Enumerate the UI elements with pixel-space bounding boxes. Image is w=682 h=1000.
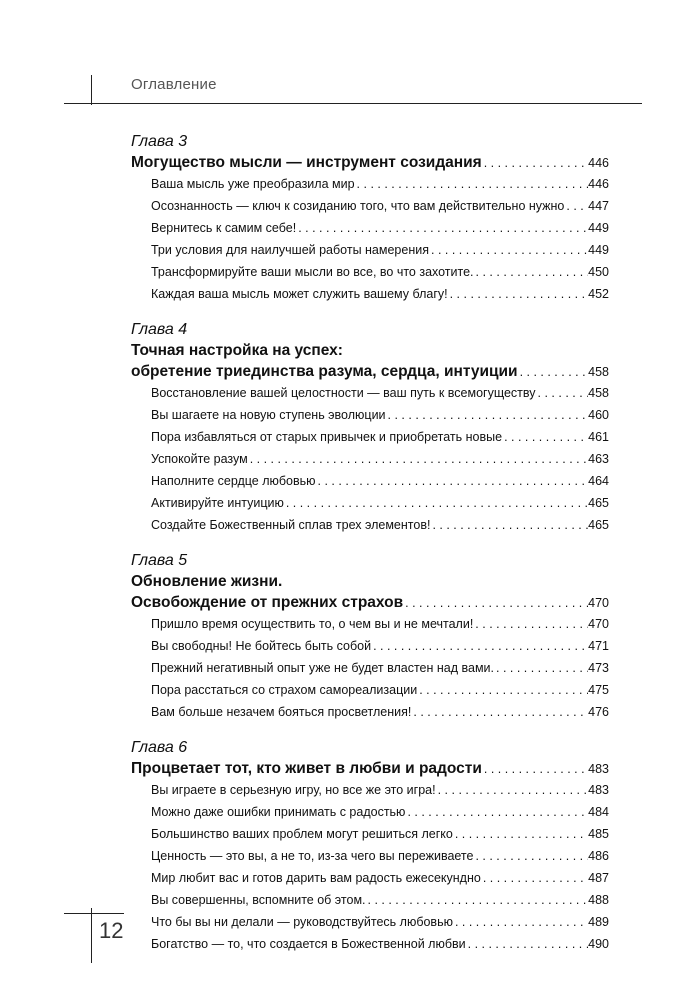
section-title: Ценность — это вы, а не то, из-за чего вы переживаете	[151, 849, 474, 863]
section-toc-entry[interactable]	[151, 613, 609, 635]
header-horizontal-rule	[64, 103, 642, 104]
dot-leader	[417, 679, 588, 701]
section-title: Можно даже ошибки принимать с радостью	[151, 805, 406, 819]
dot-leader	[411, 701, 588, 723]
chapter-toc-entry[interactable]	[131, 152, 609, 173]
table-of-contents	[131, 131, 609, 969]
chapter-label: Глава 5	[131, 552, 188, 569]
section-page-number: 488	[588, 893, 609, 907]
dot-leader	[405, 801, 588, 823]
chapter-toc-entry[interactable]	[131, 758, 609, 779]
section-page-number: 473	[588, 661, 609, 675]
section-toc-entry[interactable]	[151, 426, 609, 448]
section-title: Большинство ваших проблем могут решиться легко	[151, 827, 453, 841]
footer-horizontal-rule	[64, 913, 124, 914]
section-toc-entry[interactable]	[151, 823, 609, 845]
section-title: Что бы вы ни делали — руководствуйтесь любовью	[151, 915, 453, 929]
footer-vertical-rule	[91, 908, 92, 963]
section-title: Ваша мысль уже преобразила мир	[151, 177, 355, 191]
section-toc-entry[interactable]	[151, 239, 609, 261]
dot-leader	[248, 448, 588, 470]
chapter-title: Могущество мысли — инструмент созидания	[131, 154, 482, 171]
section-title: Осознанность — ключ к созиданию того, что вам действительно нужно	[151, 199, 565, 213]
section-page-number: 487	[588, 871, 609, 885]
section-page-number: 465	[588, 518, 609, 532]
dot-leader	[386, 404, 589, 426]
section-title: Пора избавляться от старых привычек и приобретать новые	[151, 430, 503, 444]
section-toc-entry[interactable]	[151, 933, 609, 955]
section-toc-entry[interactable]	[151, 404, 609, 426]
section-title: Вы шагаете на новую ступень эволюции	[151, 408, 386, 422]
section-title: Мир любит вас и готов дарить вам радость ежесекундно	[151, 871, 481, 885]
section-title: Создайте Божественный сплав трех элементов!	[151, 518, 431, 532]
chapter-title-line: Точная настройка на успех:	[131, 342, 343, 359]
dot-leader	[316, 470, 589, 492]
dot-leader	[482, 759, 588, 779]
dot-leader	[474, 261, 589, 283]
section-page-number: 447	[588, 199, 609, 213]
section-page-number: 486	[588, 849, 609, 863]
section-page-number: 484	[588, 805, 609, 819]
section-toc-entry[interactable]	[151, 845, 609, 867]
section-title: Три условия для наилучшей работы намерения	[151, 243, 429, 257]
chapter-label: Глава 4	[131, 321, 188, 338]
section-page-number: 452	[588, 287, 609, 301]
section-title: Богатство — то, что создается в Божественной любви	[151, 937, 466, 951]
chapter-title: Освобождение от прежних страхов	[131, 594, 404, 611]
dot-leader	[430, 514, 588, 536]
page-number: 12	[99, 918, 124, 943]
section-title: Прежний негативный опыт уже не будет властен над вами.	[151, 661, 494, 675]
dot-leader	[518, 362, 589, 382]
dot-leader	[429, 239, 588, 261]
section-title: Вам больше незачем бояться просветления!	[151, 705, 412, 719]
section-toc-entry[interactable]	[151, 635, 609, 657]
section-page-number: 470	[588, 617, 609, 631]
chapter-toc-entry[interactable]	[131, 592, 609, 613]
section-page-number: 465	[588, 496, 609, 510]
section-toc-entry[interactable]	[151, 911, 609, 933]
section-toc-entry[interactable]	[151, 779, 609, 801]
section-page-number: 489	[588, 915, 609, 929]
chapter-block	[131, 131, 609, 305]
section-page-number: 458	[588, 386, 609, 400]
section-title: Пора расстаться со страхом самореализации	[151, 683, 418, 697]
section-title: Активируйте интуицию	[151, 496, 284, 510]
header-vertical-rule	[91, 75, 92, 105]
dot-leader	[473, 845, 588, 867]
chapter-page-number: 446	[588, 156, 609, 170]
chapter-title-line: Обновление жизни.	[131, 573, 283, 590]
chapter-label: Глава 3	[131, 133, 188, 150]
chapter-title: обретение триединства разума, сердца, интуиции	[131, 363, 518, 380]
section-page-number: 475	[588, 683, 609, 697]
dot-leader	[284, 492, 588, 514]
dot-leader	[436, 779, 589, 801]
dot-leader	[355, 173, 589, 195]
section-toc-entry[interactable]	[151, 173, 609, 195]
dot-leader	[403, 593, 588, 613]
dot-leader	[494, 657, 588, 679]
section-title: Успокойте разум	[151, 452, 248, 466]
section-page-number: 449	[588, 221, 609, 235]
dot-leader	[473, 613, 588, 635]
section-page-number: 471	[588, 639, 609, 653]
chapter-page-number: 483	[588, 762, 609, 776]
dot-leader	[448, 283, 589, 305]
section-toc-entry[interactable]	[151, 217, 609, 239]
section-title: Вы свободны! Не бойтесь быть собой	[151, 639, 372, 653]
section-page-number: 490	[588, 937, 609, 951]
dot-leader	[453, 823, 588, 845]
dot-leader	[371, 635, 588, 657]
section-toc-entry[interactable]	[151, 679, 609, 701]
running-header-title: Оглавление	[131, 76, 217, 93]
dot-leader	[296, 217, 588, 239]
chapter-block	[131, 550, 609, 723]
section-title: Пришло время осуществить то, о чем вы и не мечтали!	[151, 617, 474, 631]
section-page-number: 485	[588, 827, 609, 841]
section-toc-entry[interactable]	[151, 514, 609, 536]
dot-leader	[564, 195, 588, 217]
section-toc-entry[interactable]	[151, 889, 609, 911]
chapter-page-number: 470	[588, 596, 609, 610]
section-page-number: 461	[588, 430, 609, 444]
section-page-number: 446	[588, 177, 609, 191]
section-title: Каждая ваша мысль может служить вашему благу!	[151, 287, 448, 301]
chapter-block	[131, 319, 609, 536]
section-title: Вернитесь к самим себе!	[151, 221, 297, 235]
section-page-number: 483	[588, 783, 609, 797]
section-toc-entry[interactable]	[151, 195, 609, 217]
dot-leader	[502, 426, 588, 448]
chapter-page-number: 458	[588, 365, 609, 379]
section-page-number: 476	[588, 705, 609, 719]
section-toc-entry[interactable]	[151, 470, 609, 492]
chapter-label: Глава 6	[131, 739, 188, 756]
section-page-number: 463	[588, 452, 609, 466]
section-title: Вы играете в серьезную игру, но все же это игра!	[151, 783, 436, 797]
dot-leader	[482, 153, 588, 173]
section-toc-entry[interactable]	[151, 657, 609, 679]
section-toc-entry[interactable]	[151, 382, 609, 404]
section-page-number: 450	[588, 265, 609, 279]
dot-leader	[453, 911, 588, 933]
section-page-number: 449	[588, 243, 609, 257]
section-page-number: 460	[588, 408, 609, 422]
section-toc-entry[interactable]	[151, 448, 609, 470]
chapter-title: Процветает тот, кто живет в любви и радости	[131, 760, 482, 777]
section-toc-entry[interactable]	[151, 801, 609, 823]
chapter-block	[131, 737, 609, 955]
section-toc-entry[interactable]	[151, 867, 609, 889]
dot-leader	[366, 889, 589, 911]
section-page-number: 464	[588, 474, 609, 488]
dot-leader	[481, 867, 588, 889]
section-toc-entry[interactable]	[151, 492, 609, 514]
section-title: Наполните сердце любовью	[151, 474, 316, 488]
section-toc-entry[interactable]	[151, 283, 609, 305]
section-title: Вы совершенны, вспомните об этом.	[151, 893, 366, 907]
section-title: Трансформируйте ваши мысли во все, во что захотите.	[151, 265, 474, 279]
dot-leader	[466, 933, 589, 955]
chapter-toc-entry[interactable]	[131, 361, 609, 382]
section-title: Восстановление вашей целостности — ваш путь к всемогуществу	[151, 386, 536, 400]
section-toc-entry[interactable]	[151, 261, 609, 283]
section-toc-entry[interactable]	[151, 701, 609, 723]
dot-leader	[536, 382, 589, 404]
